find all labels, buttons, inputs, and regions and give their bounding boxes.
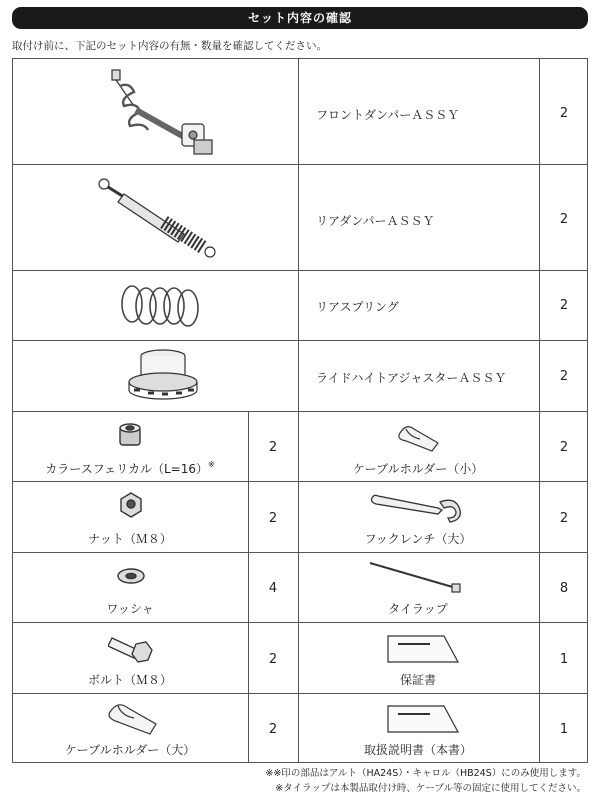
intro-text: 取付け前に、下記のセット内容の有無・数量を確認してください。 [12,40,327,52]
item-name-front-damper: フロントダンパーＡＳＳＹ [316,108,460,122]
note-mark: ※ [208,460,215,469]
footnote-1: ※※印の部品はアルト（HA24S）・キャロル（HB24S）にのみ使用します。 [265,768,586,779]
item-name-rear-spring: リアスプリング [316,300,399,314]
cable-holder-large-icon [104,698,162,736]
item-name-ride-height-adjuster: ライドハイトアジャスターＡＳＳＹ [316,371,507,385]
item-qty-front-damper: 2 [559,106,569,121]
cable-tie-icon [366,560,466,594]
item-qty-rear-spring: 2 [559,298,569,313]
item-qty-hook-wrench: 2 [559,511,569,526]
item-name-hook-wrench: フックレンチ（大） [364,532,472,546]
item-name-manual: 取扱説明書（本書） [363,743,473,757]
item-qty-manual: 1 [559,722,569,737]
washer-icon [116,566,146,586]
item-name-nut: ナット（Ｍ８） [88,532,172,546]
item-qty-ride-height-adjuster: 2 [559,369,569,384]
bolt-icon [108,630,154,666]
item-name-cable-tie: タイラップ [388,602,448,616]
footnote-2: ※タイラップは本製品取付け時、ケーブル等の固定に使用してください。 [275,783,586,794]
item-qty-bolt: 2 [268,652,278,667]
spherical-collar-icon [118,421,142,449]
item-qty-cable-holder-small: 2 [559,440,569,455]
item-name-cable-holder-small: ケーブルホルダー（小） [352,462,484,476]
item-qty-cable-holder-large: 2 [268,722,278,737]
item-name-spherical-collar: カラースフェリカル（L=16）※ [45,460,215,476]
item-name-rear-damper: リアダンパーＡＳＳＹ [316,214,435,228]
item-name-bolt: ボルト（Ｍ８） [87,673,173,687]
contents-table [12,58,588,763]
item-qty-cable-tie: 8 [559,581,569,596]
hook-wrench-icon [368,492,464,524]
nut-icon [118,491,144,519]
cable-holder-small-icon [396,421,444,453]
rear-damper-icon [94,174,224,262]
manual-icon [374,704,460,734]
item-name-warranty: 保証書 [399,673,437,687]
item-name-cable-holder-large: ケーブルホルダー（大） [64,743,196,757]
footnotes [265,766,586,796]
warranty-icon [374,634,460,664]
rear-spring-icon [118,278,202,334]
ride-height-adjuster-icon [126,346,200,408]
item-name-washer: ワッシャ [106,602,154,616]
front-damper-icon [94,66,224,158]
item-qty-washer: 4 [268,581,278,596]
item-qty-spherical-collar: 2 [268,440,278,455]
item-qty-nut: 2 [268,511,278,526]
item-qty-rear-damper: 2 [559,212,569,227]
page-title: セット内容の確認 [12,7,588,29]
table-grid-lines [12,58,588,763]
item-qty-warranty: 1 [559,652,569,667]
